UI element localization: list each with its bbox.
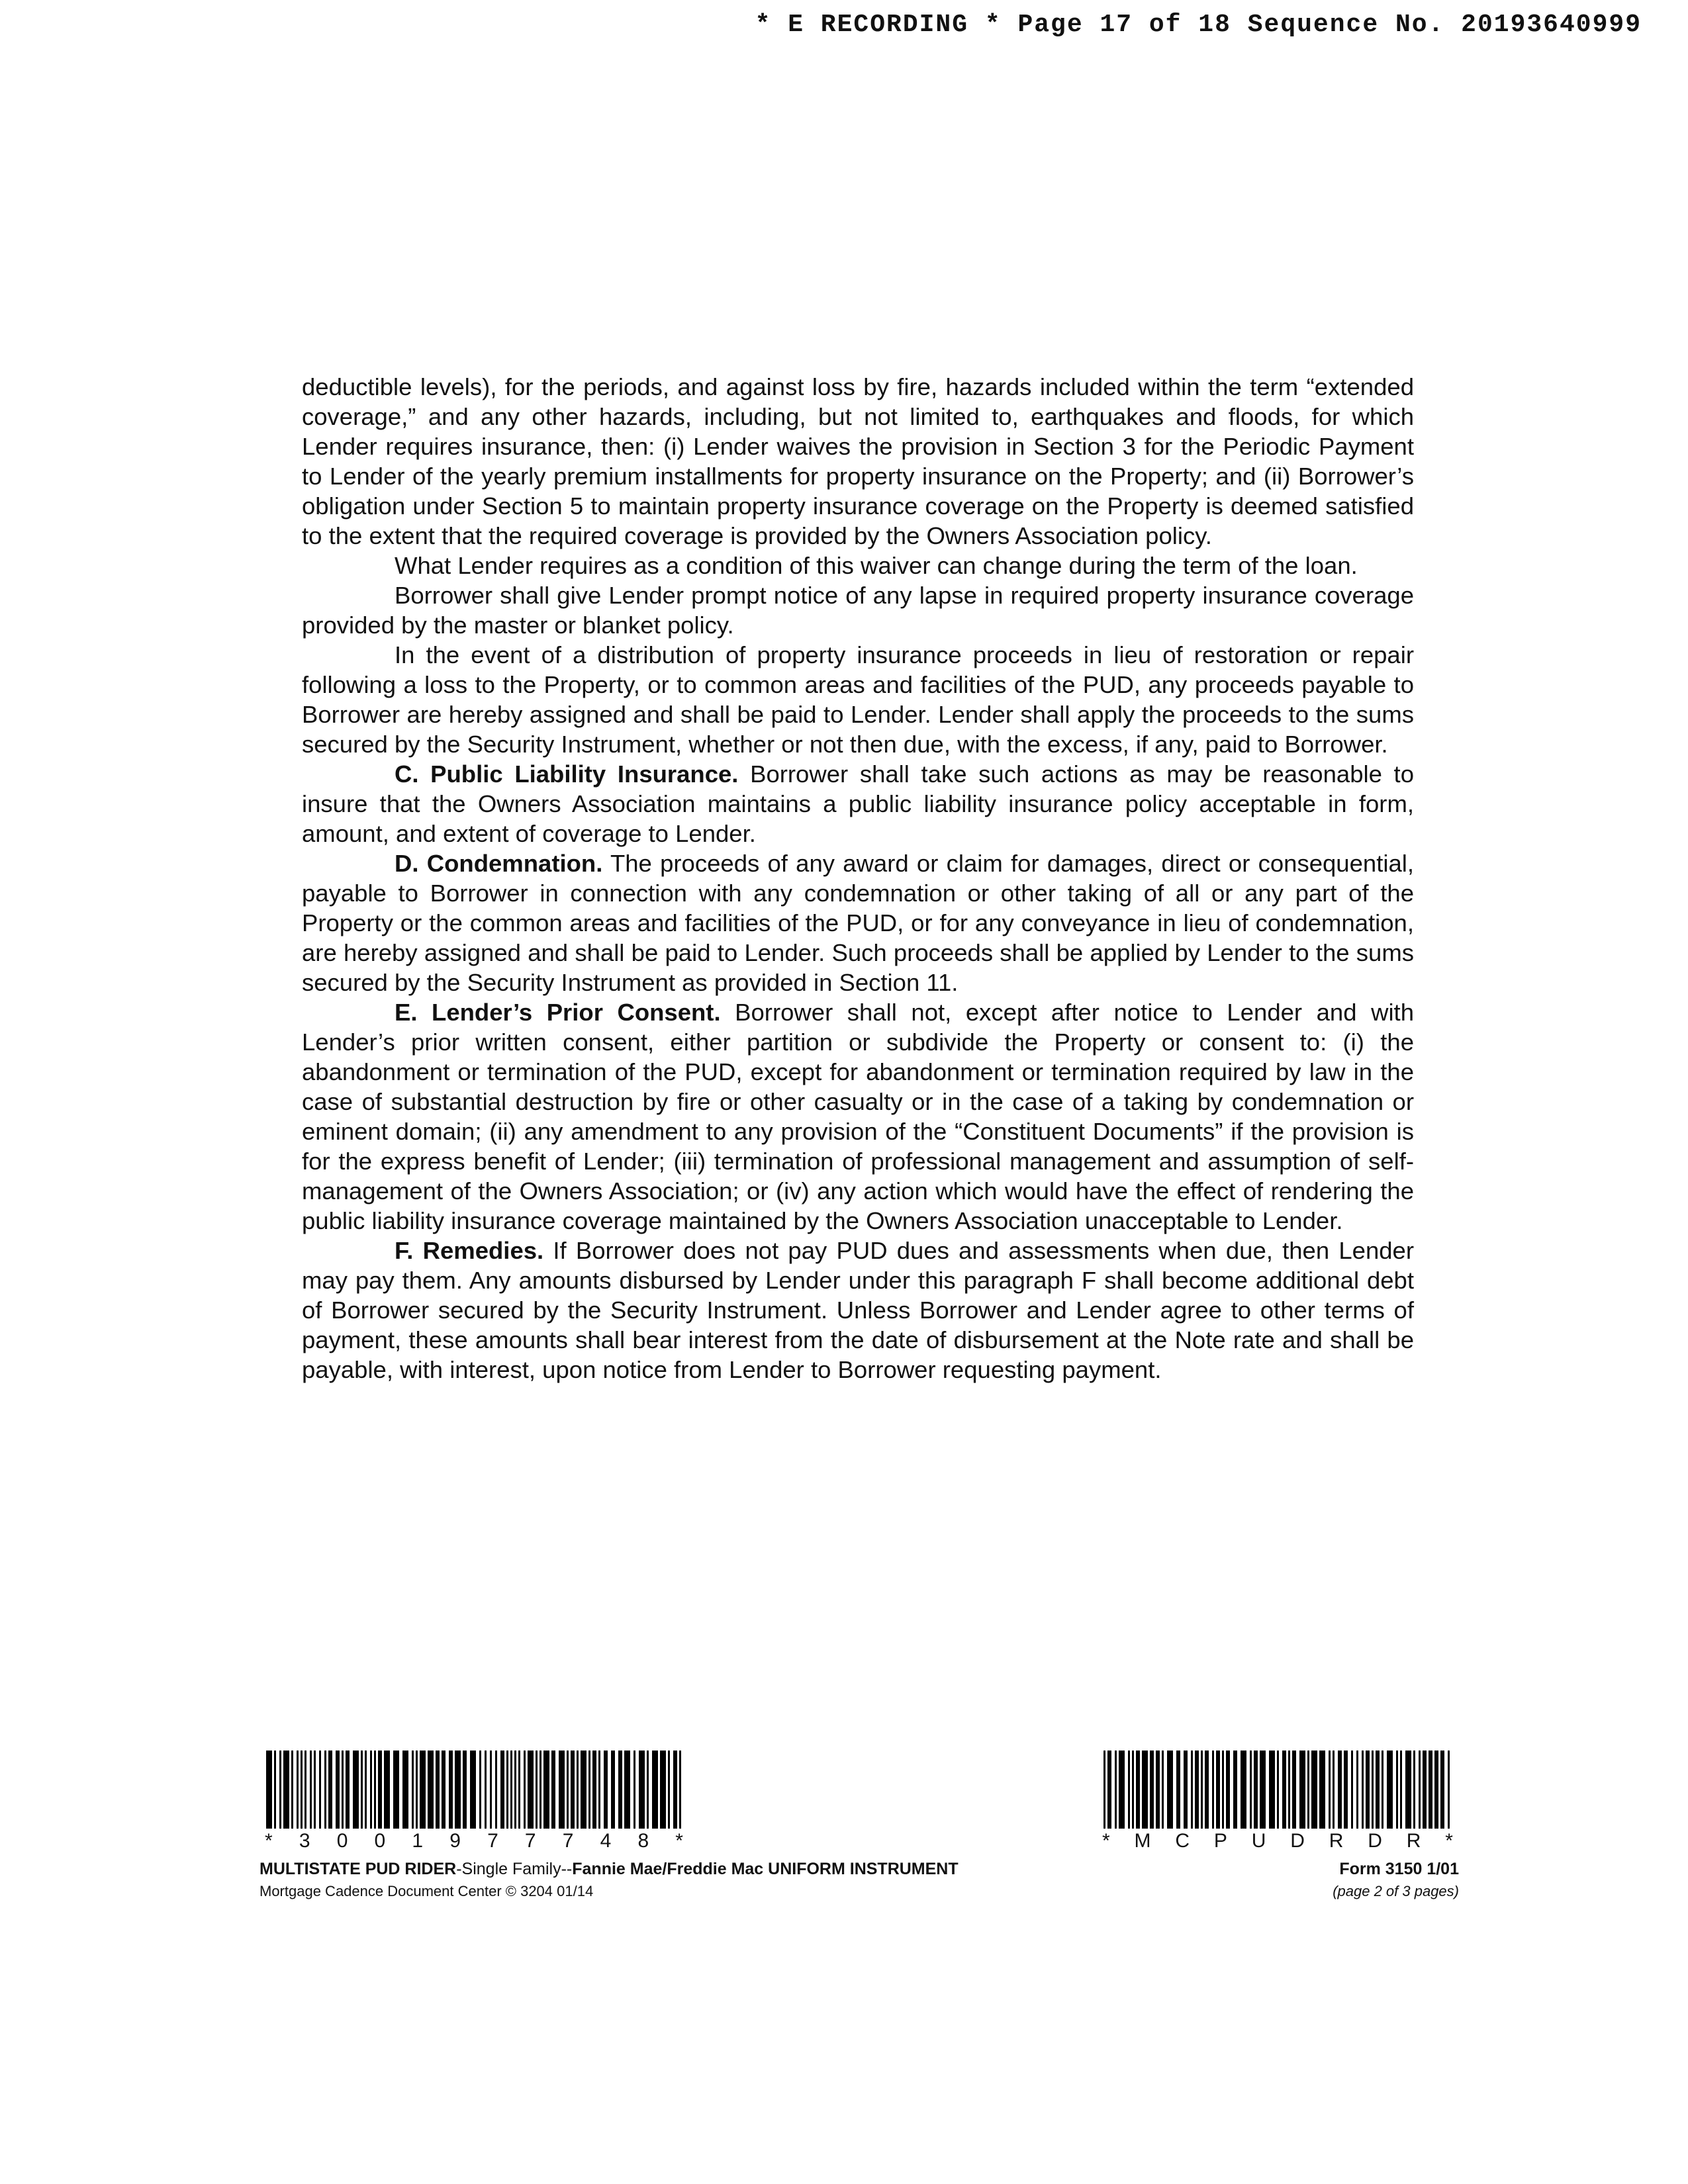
paragraph-waiver-conditions: What Lender requires as a condition of this waiver can change during the term of the loan. [395, 552, 1358, 579]
paragraph-insurance-proceeds: In the event of a distribution of property insurance proceeds in lieu of restoration or repair following a loss to the Property, or to common areas and facilities of the PUD, any proceeds payable to Borrower are hereby assigned and shall be paid to Lender. Lender shall apply the proceeds to the sums secured by the Security Instrument, whether or not then due, with the excess, if any, paid to Borrower. [302, 641, 1414, 758]
form-title-part-3: Fannie Mae/Freddie Mac UNIFORM INSTRUMENT [572, 1860, 959, 1878]
loan-number-barcode-char: 3 [299, 1830, 310, 1852]
loan-number-barcode-char: 9 [449, 1830, 461, 1852]
section-c-public-liability [302, 759, 1414, 848]
paragraph-lapse-notice: Borrower shall give Lender prompt notice of any lapse in required property insurance coverage provided by the master or blanket policy. [302, 582, 1414, 639]
loan-number-barcode-bars [265, 1751, 683, 1829]
loan-number-barcode-digits [265, 1830, 683, 1852]
form-code-barcode-char: M [1134, 1830, 1151, 1852]
recording-header: * E RECORDING * Page 17 of 18 Sequence No. 20193640999 [755, 11, 1642, 39]
loan-number-barcode-char: 7 [524, 1830, 536, 1852]
section-c-heading: C. Public Liability Insurance. [395, 760, 739, 788]
section-f-heading: F. Remedies. [395, 1237, 544, 1264]
form-code-barcode-char: P [1213, 1830, 1227, 1852]
form-code-barcode-char: R [1329, 1830, 1344, 1852]
section-f-text: If Borrower does not pay PUD dues and assessments when due, then Lender may pay them. Any amounts disbursed by Lender under this paragraph F shall become additional debt of Borrower secured by the Security Instrument. Unless Borrower and Lender agree to other terms of payment, these amounts shall bear interest from the date of disbursement at the Note rate and shall be payable, with interest, upon notice from Lender to Borrower requesting payment. [302, 1237, 1414, 1383]
form-code-barcode-bars [1102, 1751, 1453, 1829]
form-code-barcode [1102, 1751, 1453, 1852]
form-code-barcode-char: U [1251, 1830, 1266, 1852]
rider-body [302, 372, 1414, 1385]
footer-left [259, 1860, 959, 1900]
section-d-heading: D. Condemnation. [395, 850, 603, 877]
loan-number-barcode-char: 0 [374, 1830, 386, 1852]
form-code-barcode-char: * [1445, 1830, 1453, 1852]
page-indicator: (page 2 of 3 pages) [1333, 1883, 1459, 1899]
loan-number-barcode-char: * [675, 1830, 683, 1852]
section-e-text: Borrower shall not, except after notice to Lender and with Lender’s prior written consent, either partition or subdivide the Property or consent to: (i) the abandonment or termination of the PUD, except for abandonment or termination required by law in the case of substantial destruction by fire or other casualty or in the case of a taking by condemnation or eminent domain; (ii) any amendment to any provision of the “Constituent Documents” if the provision is for the express benefit of Lender; (iii) termination of professional management and assumption of self-management of the Owners Association; or (iv) any action which would have the effect of rendering the public liability insurance coverage maintained by the Owners Association unacceptable to Lender. [302, 999, 1414, 1234]
loan-number-barcode-char: 0 [336, 1830, 348, 1852]
form-code-barcode-char: D [1290, 1830, 1305, 1852]
section-d-text: The proceeds of any award or claim for damages, direct or consequential, payable to Borrower in connection with any condemnation or other taking of all or any part of the Property or the common areas and facilities of the PUD, or for any conveyance in lieu of condemnation, are hereby assigned and shall be paid to Lender. Such proceeds shall be applied by Lender to the sums secured by the Security Instrument as provided in Section 11. [302, 850, 1415, 996]
loan-number-barcode-char: 7 [562, 1830, 574, 1852]
loan-number-barcode-char: 7 [487, 1830, 498, 1852]
form-code-barcode-digits [1102, 1830, 1453, 1852]
form-title [259, 1860, 959, 1879]
loan-number-barcode [265, 1751, 683, 1852]
paragraph-insurance-continued: deductible levels), for the periods, and against loss by fire, hazards included within the term “extended coverage,” and any other hazards, including, but not limited to, earthquakes and floods, for which Lender requires insurance, then: (i) Lender waives the provision in Section 3 for the Periodic Payment to Lender of the yearly premium installments for property insurance on the Property; and (ii) Borrower’s obligation under Section 5 to maintain property insurance coverage on the Property is deemed satisfied to the extent that the required coverage is provided by the Owners Association policy. [302, 373, 1414, 549]
document-center-label: Mortgage Cadence Document Center © 3204 01/14 [259, 1883, 594, 1899]
section-d-condemnation [302, 848, 1414, 997]
form-title-part-2: -Single Family-- [456, 1860, 573, 1878]
form-number: Form 3150 1/01 [1339, 1860, 1459, 1878]
loan-number-barcode-char: * [265, 1830, 273, 1852]
footer-right [1333, 1860, 1459, 1900]
section-e-heading: E. Lender’s Prior Consent. [395, 999, 721, 1026]
form-title-part-1: MULTISTATE PUD RIDER [259, 1860, 457, 1878]
form-code-barcode-char: D [1368, 1830, 1382, 1852]
form-code-barcode-char: C [1175, 1830, 1190, 1852]
form-code-barcode-char: * [1102, 1830, 1110, 1852]
form-code-barcode-char: R [1406, 1830, 1421, 1852]
loan-number-barcode-char: 4 [600, 1830, 612, 1852]
section-c-text: Borrower shall take such actions as may be reasonable to insure that the Owners Association maintains a public liability insurance policy acceptable in form, amount, and extent of coverage to Lender. [302, 760, 1414, 847]
section-e-prior-consent [302, 997, 1414, 1236]
section-f-remedies [302, 1236, 1414, 1385]
loan-number-barcode-char: 1 [412, 1830, 424, 1852]
loan-number-barcode-char: 8 [637, 1830, 649, 1852]
